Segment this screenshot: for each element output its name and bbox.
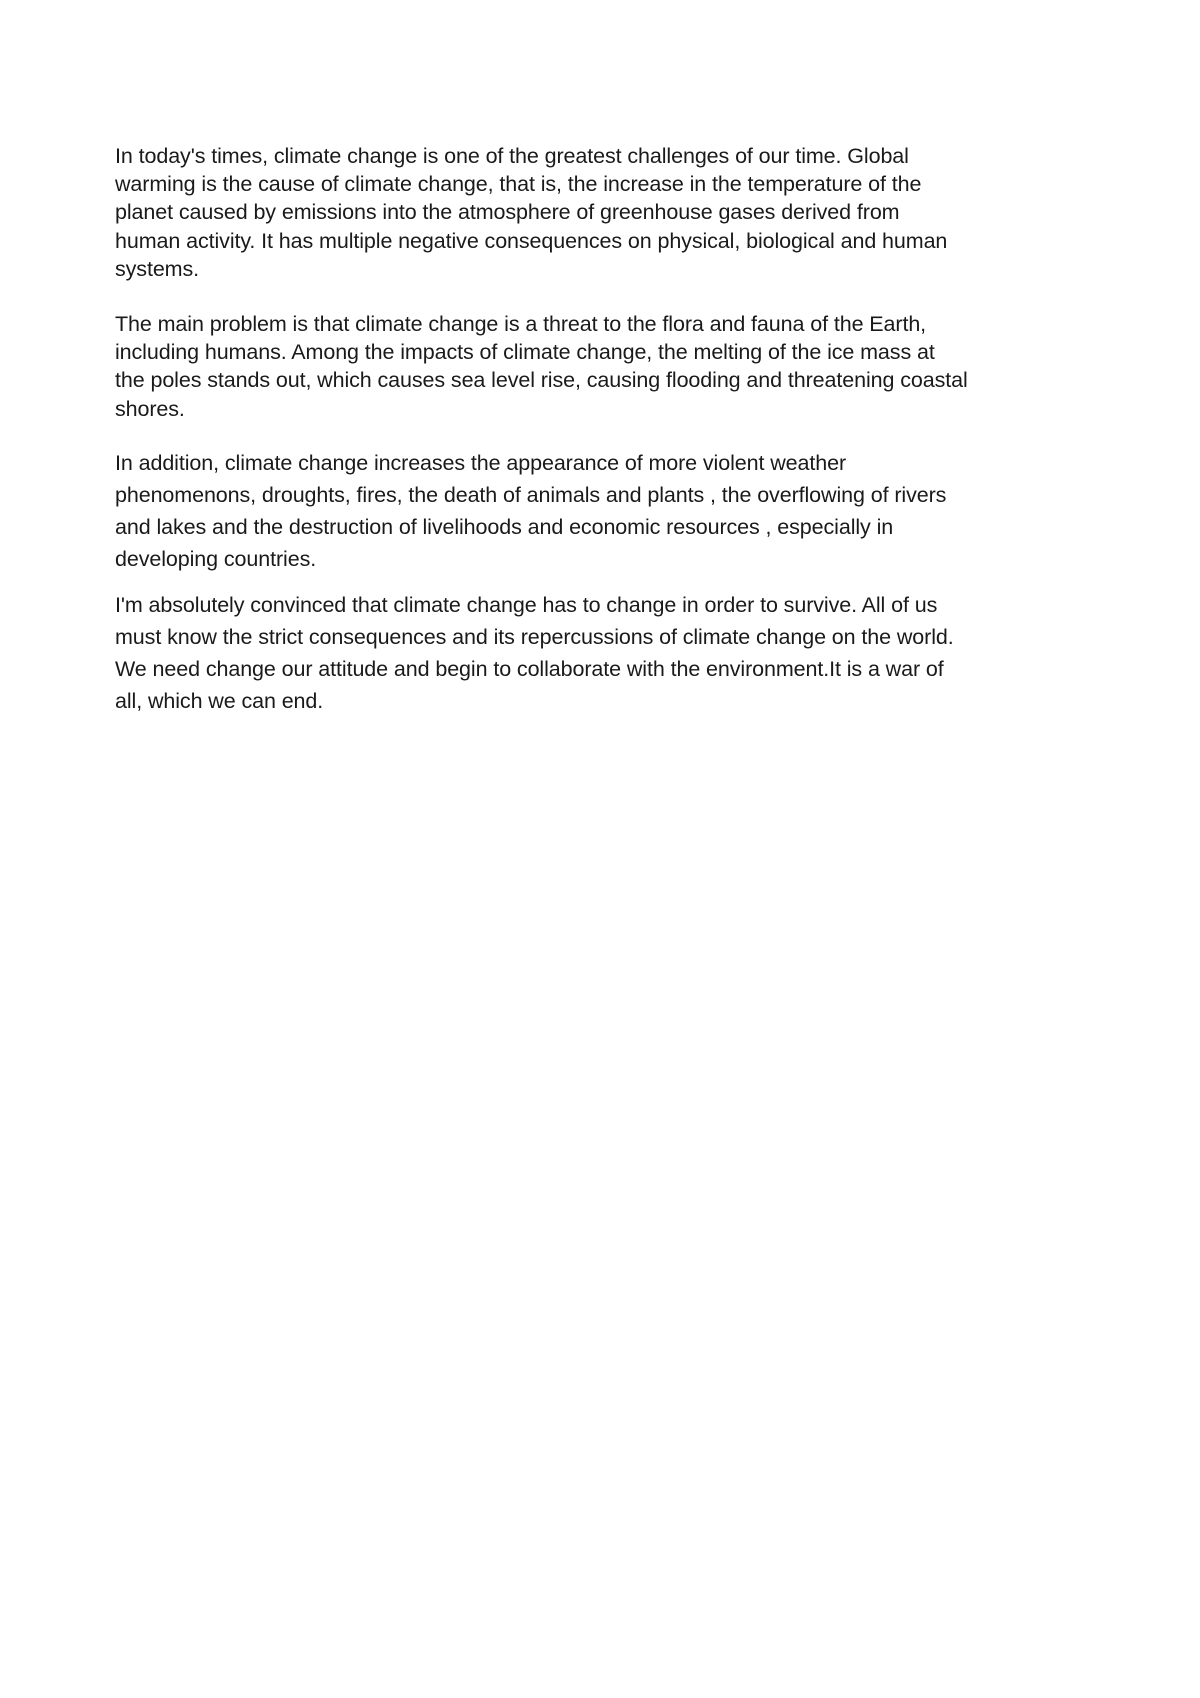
paragraph-2: The main problem is that climate change is a threat to the flora and fauna of the Earth, including humans. Among the impacts of climate change, the melting of the ice mass at the poles stands out, which causes sea level rise, causing flooding and threatening coastal shores.: [115, 312, 968, 421]
document-body: [115, 142, 1095, 717]
paragraph-4: I'm absolutely convinced that climate change has to change in order to survive. All of us must know the strict consequences and its repercussions of climate change on the world. We need change our attitude and begin to collaborate with the environment.It is a war of all, which we can end.: [115, 592, 954, 713]
paragraph-1: In today's times, climate change is one of the greatest challenges of our time. Global warming is the cause of climate change, that is, the increase in the temperature of the planet caused by emissions into the atmosphere of greenhouse gases derived from human activity. It has multiple negative consequences on physical, biological and human systems.: [115, 144, 948, 281]
paragraph-3: In addition, climate change increases the appearance of more violent weather phenomenons, droughts, fires, the death of animals and plants , the overflowing of rivers and lakes and the destruction of livelihoods and economic resources , especially in developing countries.: [115, 450, 947, 571]
